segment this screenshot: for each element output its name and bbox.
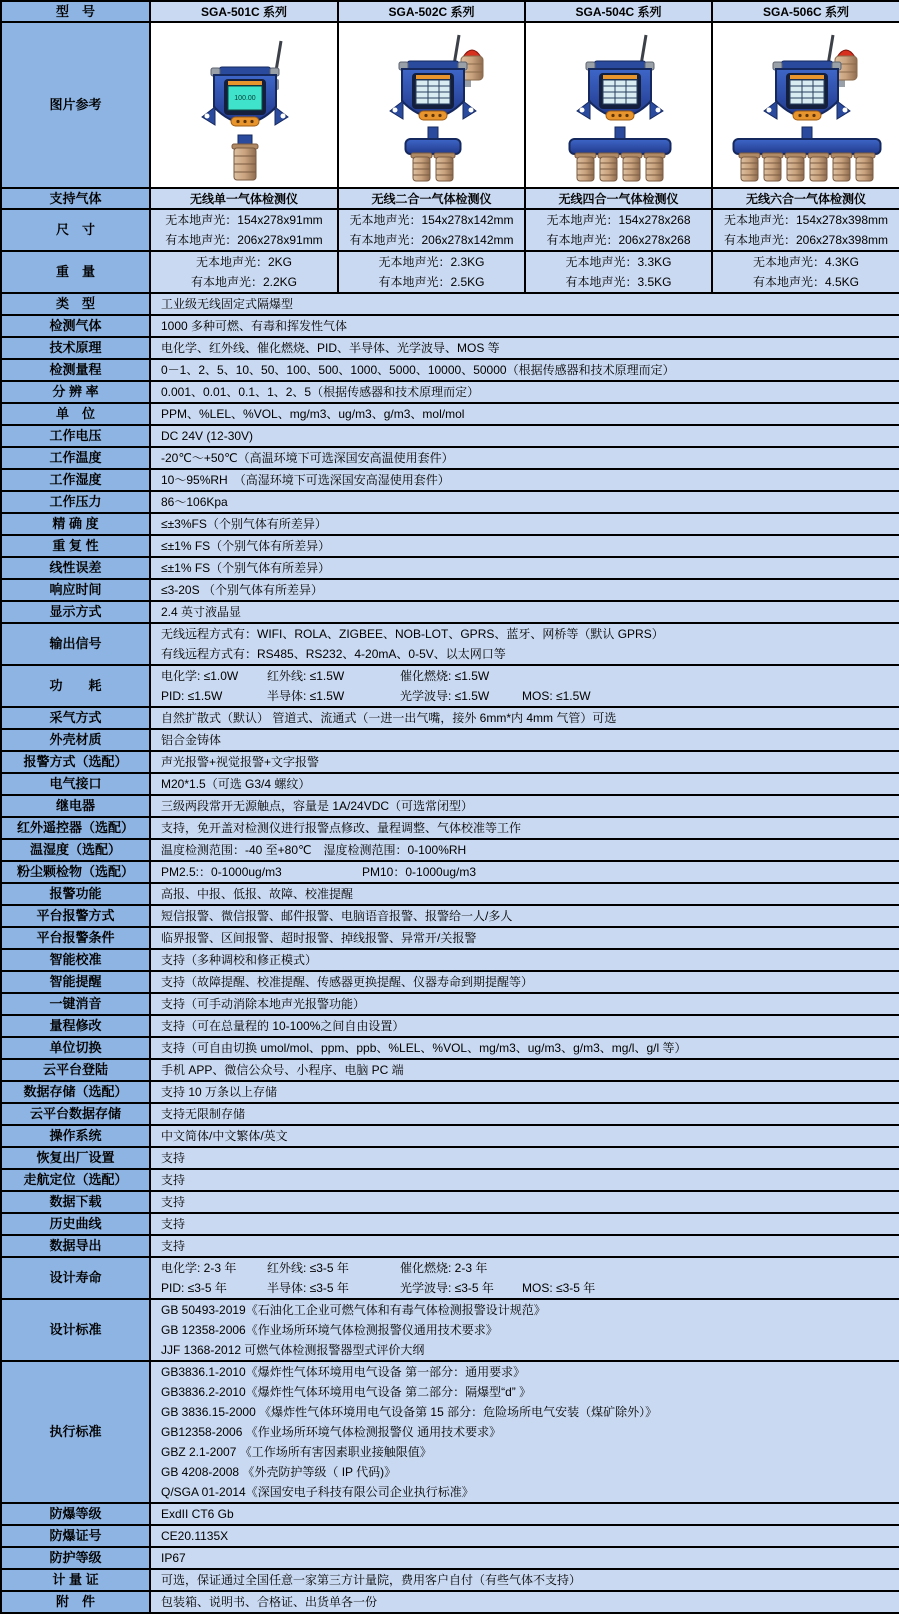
gas-type-value: 无线四合一气体检测仪 <box>525 188 712 209</box>
value-line: 短信报警、微信报警、邮件报警、电脑语音报警、报警给一人/多人 <box>161 909 513 923</box>
value-line: 支持无限制存储 <box>161 1107 246 1121</box>
row-value <box>150 905 899 927</box>
row-value <box>150 1103 899 1125</box>
spec-row <box>1 1213 899 1235</box>
spec-row <box>1 861 899 883</box>
value-segment: 电化学: ≤1.0W <box>161 669 239 683</box>
row-value <box>150 403 899 425</box>
row-label: 设计寿命 <box>1 1257 150 1299</box>
value-line: GB 3836.15-2000 《爆炸性气体环境用电气设备第 15 部分：危险场所电气安装（煤矿除外）》 <box>161 1405 658 1419</box>
gas-type-value: 无线六合一气体检测仪 <box>712 188 899 209</box>
gas-detector-illustration <box>527 23 711 182</box>
spec-row <box>1 993 899 1015</box>
row-label: 智能校准 <box>1 949 150 971</box>
row-value <box>150 1037 899 1059</box>
detector-body <box>390 61 476 120</box>
weight-line: 有本地声光：2.5KG <box>378 275 485 289</box>
product-image-sga-506c <box>712 22 899 188</box>
value-segment: 红外线: ≤1.5W <box>267 669 345 683</box>
row-value <box>150 1235 899 1257</box>
value-line: ExdII CT6 Gb <box>161 1507 234 1521</box>
row-label: 历史曲线 <box>1 1213 150 1235</box>
spec-row <box>1 839 899 861</box>
row-label: 检测量程 <box>1 359 150 381</box>
spec-row <box>1 1081 899 1103</box>
row-label: 粉尘颗检物（选配） <box>1 861 150 883</box>
value-line <box>161 1278 895 1298</box>
product-image-sga-502c <box>338 22 525 188</box>
sensor-probe <box>739 153 760 181</box>
value-segment: 催化燃烧: 2-3 年 <box>400 1261 488 1275</box>
weight-row <box>1 251 899 293</box>
value-line: 包装箱、说明书、合格证、出货单各一份 <box>161 1595 378 1609</box>
value-line <box>161 862 895 882</box>
value-line: PPM、%LEL、%VOL、mg/m3、ug/m3、g/m3、mol/mol <box>161 407 465 421</box>
gas-detector-illustration <box>714 23 898 182</box>
value-segment: 光学波导: ≤1.5W <box>400 689 490 703</box>
value-line: GB 12358-2006《作业场所环境气体检测报警仪通用技术要求》 <box>161 1323 498 1337</box>
value-line: GBZ 2.1-2007 《工作场所有害因素职业接触限值》 <box>161 1445 432 1459</box>
value-line: ≤±1% FS（个别气体有所差异） <box>161 539 331 553</box>
row-label: 输出信号 <box>1 623 150 665</box>
value-line <box>161 666 895 686</box>
sensor-probe <box>644 153 665 181</box>
spec-row <box>1 1125 899 1147</box>
sensor-probe <box>854 153 875 181</box>
row-value <box>150 469 899 491</box>
gas-type-value: 无线单一气体检测仪 <box>150 188 338 209</box>
value-line: DC 24V (12-30V) <box>161 429 254 443</box>
row-label: 尺 寸 <box>1 209 150 251</box>
size-row <box>1 209 899 251</box>
spec-row <box>1 469 899 491</box>
value-line: 可选，保证通过全国任意一家第三方计量院，费用客户自付（有些气体不支持） <box>161 1573 582 1587</box>
row-label: 计 量 证 <box>1 1569 150 1591</box>
value-line: 手机 APP、微信公众号、小程序、电脑 PC 端 <box>161 1063 404 1077</box>
row-value <box>150 1525 899 1547</box>
row-value <box>150 1361 899 1503</box>
spec-row <box>1 491 899 513</box>
row-value <box>150 557 899 579</box>
screen-reading: 100.00 <box>234 95 256 102</box>
value-line: 2.4 英寸液晶显 <box>161 605 242 619</box>
value-line: GB 50493-2019《石油化工企业可燃气体和有毒气体检测报警设计规范》 <box>161 1303 546 1317</box>
spec-row <box>1 1037 899 1059</box>
row-value <box>150 971 899 993</box>
value-line: 有线远程方式有：RS485、RS232、4-20mA、0-5V、以太网口等 <box>161 647 506 661</box>
row-label: 功 耗 <box>1 665 150 707</box>
spec-row <box>1 315 899 337</box>
size-line: 有本地声光：206x278x142mm <box>349 233 514 247</box>
row-label: 类 型 <box>1 293 150 315</box>
spec-row <box>1 773 899 795</box>
value-line: 电化学、红外线、催化燃烧、PID、半导体、光学波导、MOS 等 <box>161 341 500 355</box>
value-line: -20℃～+50℃（高温环境下可选深国安高温使用套件） <box>161 451 454 465</box>
sensor-probe <box>785 153 806 181</box>
value-line: 工业级无线固定式隔爆型 <box>161 297 294 311</box>
size-value <box>150 209 338 251</box>
row-label: 防护等级 <box>1 1547 150 1569</box>
row-label: 数据下载 <box>1 1191 150 1213</box>
row-value <box>150 927 899 949</box>
value-line: GB3836.2-2010《爆炸性气体环境用电气设备 第二部分：隔爆型“d” 》 <box>161 1385 532 1399</box>
value-line: 支持 <box>161 1195 186 1209</box>
row-label: 工作压力 <box>1 491 150 513</box>
row-value <box>150 1547 899 1569</box>
value-line: 86～106Kpa <box>161 495 228 509</box>
product-image-row <box>1 22 899 188</box>
row-label: 单位切换 <box>1 1037 150 1059</box>
row-value <box>150 579 899 601</box>
row-label: 电气接口 <box>1 773 150 795</box>
row-value <box>150 993 899 1015</box>
row-label: 线性误差 <box>1 557 150 579</box>
value-line: 支持（可手动消除本地声光报警功能） <box>161 997 366 1011</box>
value-line: 临界报警、区间报警、超时报警、掉线报警、异常开/关报警 <box>161 931 477 945</box>
row-label: 一键消音 <box>1 993 150 1015</box>
detector-body <box>202 67 288 126</box>
row-label: 量程修改 <box>1 1015 150 1037</box>
spec-row <box>1 1169 899 1191</box>
spec-row <box>1 1569 899 1591</box>
row-label: 数据存储（选配） <box>1 1081 150 1103</box>
value-segment: 光学波导: ≤3-5 年 <box>400 1281 494 1295</box>
value-line: 支持（多种调校和修正模式） <box>161 953 318 967</box>
row-label: 云平台数据存储 <box>1 1103 150 1125</box>
row-label: 采气方式 <box>1 707 150 729</box>
row-label: 重 复 性 <box>1 535 150 557</box>
row-value <box>150 315 899 337</box>
sensor-probe <box>808 153 829 181</box>
model-name-sga-504c: SGA-504C 系列 <box>525 1 712 22</box>
value-line: 声光报警+视觉报警+文字报警 <box>161 755 320 769</box>
spec-row <box>1 601 899 623</box>
spec-row <box>1 707 899 729</box>
size-line: 有本地声光：206x278x91mm <box>165 233 323 247</box>
model-row-label: 型 号 <box>1 1 150 22</box>
row-label: 平台报警方式 <box>1 905 150 927</box>
row-value <box>150 729 899 751</box>
spec-row <box>1 795 899 817</box>
spec-row <box>1 447 899 469</box>
row-value <box>150 773 899 795</box>
row-label: 单 位 <box>1 403 150 425</box>
value-line: ≤±1% FS（个别气体有所差异） <box>161 561 331 575</box>
row-value <box>150 447 899 469</box>
row-value <box>150 949 899 971</box>
value-line: 自然扩散式（默认） 管道式、流通式（一进一出气嘴，接外 6mm*内 4mm 气管）可选 <box>161 711 617 725</box>
value-line: GB3836.1-2010《爆炸性气体环境用电气设备 第一部分：通用要求》 <box>161 1365 526 1379</box>
image-row-label: 图片参考 <box>1 22 150 188</box>
value-line: 支持 <box>161 1151 186 1165</box>
row-label: 智能提醒 <box>1 971 150 993</box>
spec-row <box>1 1103 899 1125</box>
spec-row <box>1 1191 899 1213</box>
row-value <box>150 425 899 447</box>
row-value <box>150 513 899 535</box>
value-segment: PM2.5:：0-1000ug/m3 <box>161 865 282 879</box>
spec-row <box>1 729 899 751</box>
size-value <box>712 209 899 251</box>
spec-row <box>1 751 899 773</box>
value-line: 中文简体/中文繁体/英文 <box>161 1129 288 1143</box>
row-value <box>150 1191 899 1213</box>
spec-row <box>1 1503 899 1525</box>
spec-row <box>1 817 899 839</box>
row-value <box>150 795 899 817</box>
row-label: 走航定位（选配） <box>1 1169 150 1191</box>
row-value <box>150 337 899 359</box>
row-label: 附 件 <box>1 1591 150 1613</box>
value-line <box>161 686 895 706</box>
value-segment: PID: ≤3-5 年 <box>161 1281 227 1295</box>
row-label: 报警功能 <box>1 883 150 905</box>
row-label: 红外遥控器（选配） <box>1 817 150 839</box>
value-line <box>161 1258 895 1278</box>
row-label: 执行标准 <box>1 1361 150 1503</box>
value-line: 0－1、2、5、10、50、100、500、1000、5000、10000、50000（根据传感器和技术原理而定） <box>161 363 675 377</box>
spec-row <box>1 1059 899 1081</box>
spec-row <box>1 949 899 971</box>
value-segment: 半导体: ≤1.5W <box>267 689 345 703</box>
model-name-sga-506c: SGA-506C 系列 <box>712 1 899 22</box>
spec-row <box>1 535 899 557</box>
value-line: 1000 多种可燃、有毒和挥发性气体 <box>161 319 348 333</box>
spec-row <box>1 1147 899 1169</box>
row-label: 云平台登陆 <box>1 1059 150 1081</box>
value-segment: PID: ≤1.5W <box>161 689 223 703</box>
size-line: 有本地声光：206x278x268 <box>546 233 691 247</box>
value-line: Q/SGA 01-2014《深国安电子科技有限公司企业执行标准》 <box>161 1485 474 1499</box>
row-label: 精 确 度 <box>1 513 150 535</box>
spec-row <box>1 623 899 665</box>
row-value <box>150 1059 899 1081</box>
row-value <box>150 861 899 883</box>
gas-type-value: 无线二合一气体检测仪 <box>338 188 525 209</box>
value-line: IP67 <box>161 1551 186 1565</box>
row-value <box>150 883 899 905</box>
row-value <box>150 1569 899 1591</box>
row-value <box>150 359 899 381</box>
value-line: 温度检测范围：-40 至+80℃ 湿度检测范围：0-100%RH <box>161 843 467 857</box>
gas-detector-illustration <box>340 23 524 182</box>
weight-value <box>712 251 899 293</box>
row-value <box>150 1015 899 1037</box>
value-line: CE20.1135X <box>161 1529 229 1543</box>
spec-row <box>1 293 899 315</box>
size-value <box>338 209 525 251</box>
size-line: 无本地声光：154x278x91mm <box>165 213 323 227</box>
manifold-bar <box>734 139 881 154</box>
spec-row <box>1 883 899 905</box>
spec-row <box>1 1591 899 1613</box>
row-label: 检测气体 <box>1 315 150 337</box>
value-line: 支持 10 万条以上存储 <box>161 1085 278 1099</box>
sensor-probe <box>762 153 783 181</box>
weight-value <box>150 251 338 293</box>
value-segment: 半导体: ≤3-5 年 <box>267 1281 349 1295</box>
spec-row <box>1 1299 899 1361</box>
size-value <box>525 209 712 251</box>
size-line: 无本地声光：154x278x398mm <box>723 213 889 227</box>
value-line: 支持 <box>161 1239 186 1253</box>
spec-row <box>1 381 899 403</box>
manifold-bar <box>569 139 670 154</box>
sensor-probe <box>831 153 852 181</box>
spec-row <box>1 1235 899 1257</box>
spec-row <box>1 927 899 949</box>
spec-row <box>1 513 899 535</box>
weight-line: 无本地声光：2KG <box>195 255 292 269</box>
sensor-probe <box>598 153 619 181</box>
row-label: 工作电压 <box>1 425 150 447</box>
value-line: M20*1.5（可选 G3/4 螺纹） <box>161 777 311 791</box>
value-line: 10～95%RH （高湿环境下可选深国安高湿使用套件） <box>161 473 450 487</box>
row-label: 支持气体 <box>1 188 150 209</box>
sensor-probe <box>411 153 432 181</box>
row-label: 分 辨 率 <box>1 381 150 403</box>
row-label: 工作温度 <box>1 447 150 469</box>
spec-row <box>1 403 899 425</box>
weight-line: 无本地声光：2.3KG <box>378 255 485 269</box>
detector-body <box>577 61 663 120</box>
weight-line: 有本地声光：2.2KG <box>190 275 298 289</box>
weight-value <box>525 251 712 293</box>
spec-row <box>1 337 899 359</box>
row-value <box>150 751 899 773</box>
weight-line: 有本地声光：4.5KG <box>752 275 860 289</box>
row-value <box>150 491 899 513</box>
row-value <box>150 1257 899 1299</box>
row-value <box>150 1299 899 1361</box>
row-label: 数据导出 <box>1 1235 150 1257</box>
row-value <box>150 665 899 707</box>
gas-detector-illustration <box>152 23 336 182</box>
value-line: 无线远程方式有：WIFI、ROLA、ZIGBEE、NOB-LOT、GPRS、蓝牙、网桥等（默认 GPRS） <box>161 627 664 641</box>
product-image-sga-501c <box>150 22 338 188</box>
row-value <box>150 1213 899 1235</box>
row-value <box>150 623 899 665</box>
row-value <box>150 839 899 861</box>
row-label: 外壳材质 <box>1 729 150 751</box>
row-label: 技术原理 <box>1 337 150 359</box>
spec-row <box>1 359 899 381</box>
manifold-bar <box>405 139 460 154</box>
value-line: 0.001、0.01、0.1、1、2、5（根据传感器和技术原理而定） <box>161 385 480 399</box>
model-name-sga-502c: SGA-502C 系列 <box>338 1 525 22</box>
sensor-probe <box>575 153 596 181</box>
value-segment: MOS: ≤1.5W <box>522 689 591 703</box>
row-value <box>150 817 899 839</box>
spec-row <box>1 971 899 993</box>
row-value <box>150 381 899 403</box>
value-line: 支持，免开盖对检测仪进行报警点修改、量程调整、气体校准等工作 <box>161 821 522 835</box>
value-line: 铝合金铸体 <box>161 733 222 747</box>
value-segment: 催化燃烧: ≤1.5W <box>400 669 490 683</box>
value-line: 三级两段常开无源触点，容量是 1A/24VDC（可选常闭型） <box>161 799 474 813</box>
value-line: 支持（可在总量程的 10-100%之间自由设置） <box>161 1019 405 1033</box>
product-image-sga-504c <box>525 22 712 188</box>
spec-row <box>1 557 899 579</box>
size-line: 无本地声光：154x278x268 <box>546 213 691 227</box>
value-line: 支持 <box>161 1173 186 1187</box>
sensor-probe <box>232 144 258 180</box>
value-line: ≤3-20S （个别气体有所差异） <box>161 583 323 597</box>
row-label: 温湿度（选配） <box>1 839 150 861</box>
value-line: 支持（故障提醒、校准提醒、传感器更换提醒、仪器寿命到期提醒等） <box>161 975 534 989</box>
spec-row <box>1 579 899 601</box>
size-line: 有本地声光：206x278x398mm <box>723 233 889 247</box>
row-label: 防爆等级 <box>1 1503 150 1525</box>
value-line: ≤±3%FS（个别气体有所差异） <box>161 517 327 531</box>
row-label: 防爆证号 <box>1 1525 150 1547</box>
model-header-row <box>1 1 899 22</box>
supported-gas-row <box>1 188 899 209</box>
value-segment: 电化学: 2-3 年 <box>161 1261 237 1275</box>
sensor-probe <box>434 153 455 181</box>
weight-line: 有本地声光：3.5KG <box>565 275 672 289</box>
weight-line: 无本地声光：3.3KG <box>565 255 672 269</box>
spec-row <box>1 1525 899 1547</box>
spec-row <box>1 1547 899 1569</box>
row-value <box>150 1591 899 1613</box>
row-label: 响应时间 <box>1 579 150 601</box>
row-label: 显示方式 <box>1 601 150 623</box>
weight-line: 无本地声光：4.3KG <box>752 255 860 269</box>
value-line: GB 4208-2008 《外壳防护等级（ IP 代码)》 <box>161 1465 397 1479</box>
spec-row <box>1 425 899 447</box>
row-label: 设计标准 <box>1 1299 150 1361</box>
row-value <box>150 1503 899 1525</box>
model-name-sga-501c: SGA-501C 系列 <box>150 1 338 22</box>
row-value <box>150 535 899 557</box>
sensor-probe <box>621 153 642 181</box>
row-value <box>150 601 899 623</box>
row-label: 继电器 <box>1 795 150 817</box>
value-line: 高报、中报、低报、故障、校准提醒 <box>161 887 354 901</box>
row-label: 操作系统 <box>1 1125 150 1147</box>
value-line: 支持 <box>161 1217 186 1231</box>
spec-row <box>1 1015 899 1037</box>
row-label: 恢复出厂设置 <box>1 1147 150 1169</box>
row-value <box>150 1147 899 1169</box>
value-segment: 红外线: ≤3-5 年 <box>267 1261 349 1275</box>
row-value <box>150 707 899 729</box>
value-line: GB12358-2006 《作业场所环境气体检测报警仪 通用技术要求》 <box>161 1425 502 1439</box>
value-segment: MOS: ≤3-5 年 <box>522 1281 596 1295</box>
row-value <box>150 1125 899 1147</box>
row-label: 重 量 <box>1 251 150 293</box>
size-line: 无本地声光：154x278x142mm <box>349 213 514 227</box>
value-line: JJF 1368-2012 可燃气体检测报警器型式评价大纲 <box>161 1343 425 1357</box>
row-label: 平台报警条件 <box>1 927 150 949</box>
row-value <box>150 1169 899 1191</box>
detector-body <box>764 61 850 120</box>
spec-row <box>1 665 899 707</box>
row-value <box>150 293 899 315</box>
row-label: 工作湿度 <box>1 469 150 491</box>
row-label: 报警方式（选配） <box>1 751 150 773</box>
weight-value <box>338 251 525 293</box>
value-line: 支持（可自由切换 umol/mol、ppm、ppb、%LEL、%VOL、mg/m3、ug/m3、g/m3、mg/l、g/l 等） <box>161 1041 687 1055</box>
spec-row <box>1 1257 899 1299</box>
value-segment: PM10：0-1000ug/m3 <box>362 865 477 879</box>
row-value <box>150 1081 899 1103</box>
spec-row <box>1 1361 899 1503</box>
spec-row <box>1 905 899 927</box>
